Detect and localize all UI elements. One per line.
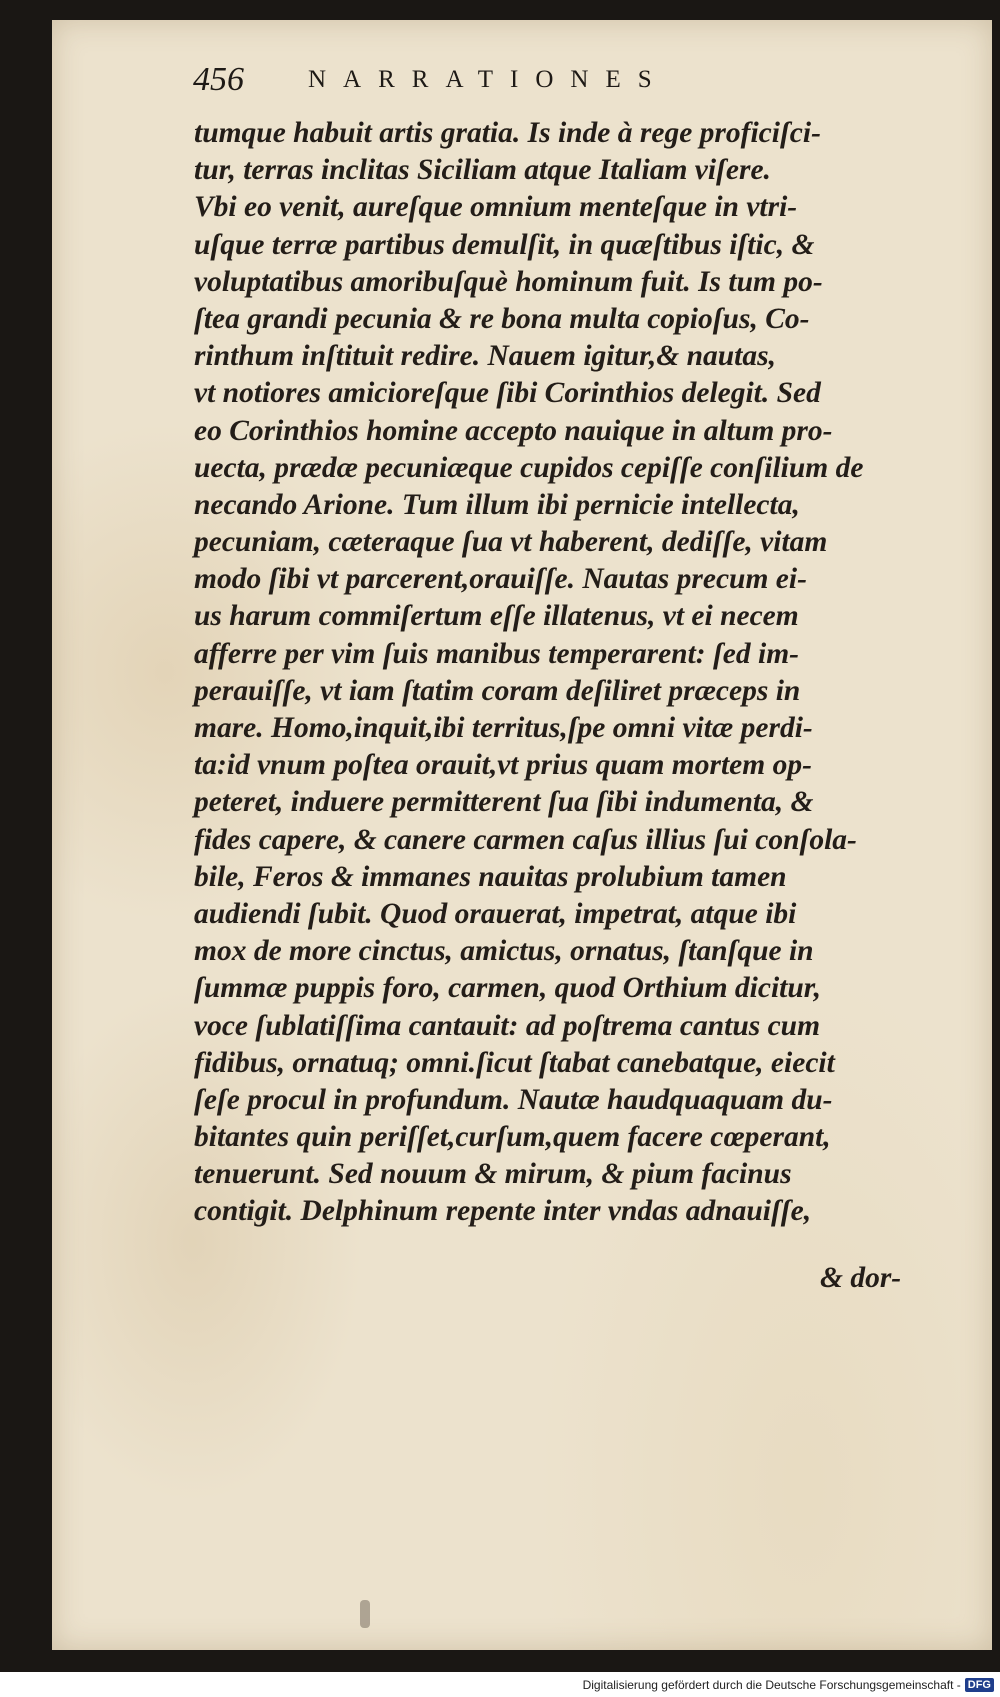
text-line: bitantes quin periſſet,curſum,quem facere cœperant, bbox=[194, 1121, 831, 1154]
text-line: necando Arione. Tum illum ibi pernicie intellecta, bbox=[194, 488, 800, 521]
text-line: mox de more cinctus, amictus, ornatus, ſtanſque in bbox=[194, 935, 814, 968]
dfg-logo: DFG bbox=[965, 1678, 994, 1692]
running-head bbox=[193, 60, 813, 100]
text-line: tenuerunt. Sed nouum & mirum, & pium facinus bbox=[194, 1158, 792, 1191]
footer-bar bbox=[0, 1672, 1000, 1697]
text-line: voce ſublatiſſima cantauit: ad poſtrema cantus cum bbox=[194, 1009, 821, 1042]
text-line: modo ſibi vt parcerent,orauiſſe. Nautas precum ei- bbox=[194, 563, 807, 596]
text-line: vt notiores amicioreſque ſibi Corinthios delegit. Sed bbox=[194, 377, 821, 410]
footer-credit: Digitalisierung gefördert durch die Deutsche Forschungsgemeinschaft - bbox=[582, 1677, 961, 1692]
text-line: audiendi ſubit. Quod orauerat, impetrat, atque ibi bbox=[194, 897, 797, 930]
text-line: perauiſſe, vt iam ſtatim coram deſiliret præceps in bbox=[194, 674, 801, 707]
text-line: peteret, induere permitterent ſua ſibi indumenta, & bbox=[194, 786, 814, 819]
text-line: ta:id vnum poſtea orauit,vt prius quam mortem op- bbox=[194, 749, 812, 782]
scan-artifact bbox=[360, 1600, 370, 1628]
text-line: bile, Feros & immanes nauitas prolubium tamen bbox=[194, 860, 787, 893]
text-line: ſeſe procul in profundum. Nautæ haudquaquam du- bbox=[194, 1083, 833, 1116]
text-line: afferre per vim ſuis manibus temperarent: ſed im- bbox=[194, 637, 799, 670]
catchword: & dor- bbox=[820, 1262, 902, 1294]
text-line: us harum commiſertum eſſe illatenus, vt ei necem bbox=[194, 600, 799, 633]
text-line: fides capere, & canere carmen caſus illius ſui conſola- bbox=[194, 823, 857, 856]
text-line: uecta, prædæ pecuniæque cupidos cepiſſe conſilium de bbox=[194, 451, 864, 484]
page-number: 456 bbox=[193, 61, 244, 98]
text-line: tumque habuit artis gratia. Is inde à rege proficiſci- bbox=[194, 117, 821, 149]
text-line: contigit. Delphinum repente inter vndas adnauiſſe, bbox=[194, 1195, 812, 1228]
text-line: voluptatibus amoribuſquè hominum fuit. Is tum po- bbox=[194, 265, 823, 298]
text-line: ſtea grandi pecunia & re bona multa copioſus, Co- bbox=[194, 302, 810, 335]
text-line: ſummæ puppis foro, carmen, quod Orthium dicitur, bbox=[194, 972, 821, 1005]
text-line: eo Corinthios homine accepto nauique in altum pro- bbox=[194, 414, 833, 447]
text-line: uſque terræ partibus demulſit, in quæſtibus iſtic, & bbox=[194, 228, 815, 261]
text-line: pecuniam, cæteraque ſua vt haberent, dediſſe, vitam bbox=[194, 526, 828, 559]
running-title: NARRATIONES bbox=[308, 66, 669, 93]
text-body bbox=[194, 115, 910, 1231]
text-line: tur, terras inclitas Siciliam atque Italiam viſere. bbox=[194, 154, 771, 187]
text-line: Vbi eo venit, aureſque omnium menteſque in vtri- bbox=[194, 191, 798, 224]
text-line: rinthum inſtituit redire. Nauem igitur,& nautas, bbox=[194, 340, 776, 373]
text-line: fidibus, ornatuq; omni.ſicut ſtabat canebatque, eiecit bbox=[194, 1046, 835, 1079]
text-line: mare. Homo,inquit,ibi territus,ſpe omni vitæ perdi- bbox=[194, 712, 813, 744]
